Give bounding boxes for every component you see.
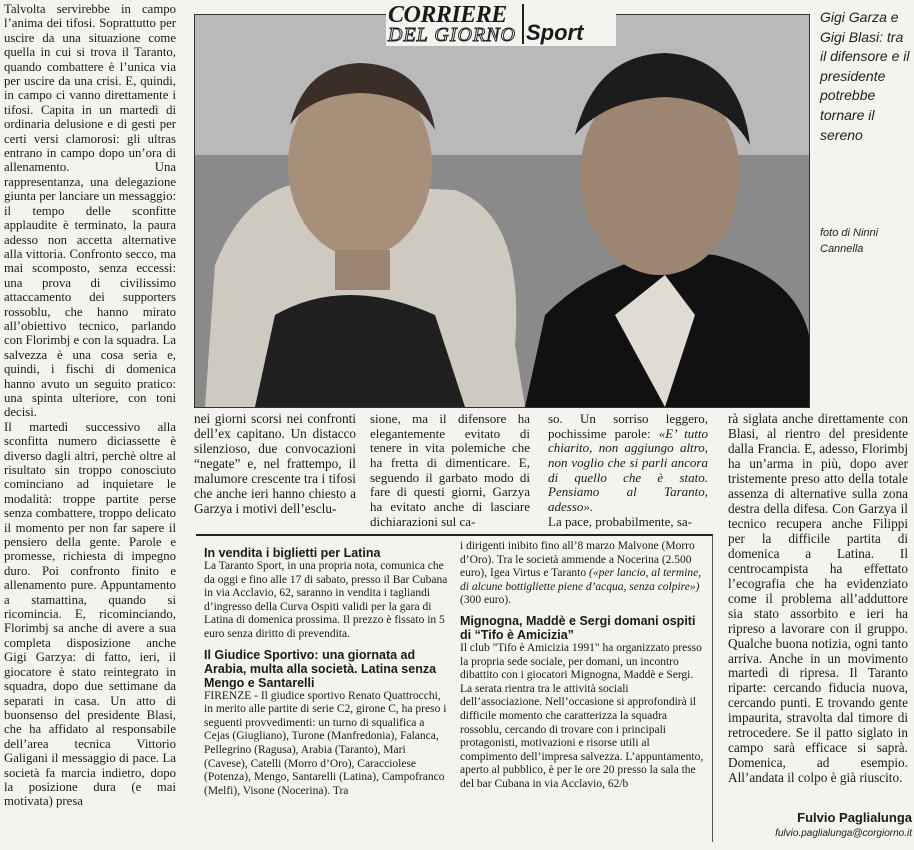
photo-illustration <box>195 15 809 407</box>
box-paragraph: Il club "Tifo è Amicizia 1991" ha organizzato presso la propria sede sociale, per domani, un incontro dibattito con i giocatori Mignogna, Maddè e Sergi. La serata rientra tra le attività sociali dell’associazione. Nell’occasione si approfondirà il difficile momento che caratterizza la squadra rossoblu, cercando di trovare con i principali protagonisti, motivazioni e risorse utili al compimento dell’impresa salvezza. L’appuntamento, aperto al pubblico, è per le ore 20 presso la sala the del bar Cubana in via Acclavio, 62/b <box>460 641 704 790</box>
box-text: i dirigenti inibito fino all’8 marzo Malvone (Morro d’Oro). Tra le società ammende a Nocerina (2.500 euro), Igea Virtus e Taranto <box>460 540 695 580</box>
article-paragraph: Talvolta servirebbe in campo l’anima dei tifosi. Soprattutto per uscire da una situazione come quella in cui si trova il Taranto, quando combattere è l’unica via per uscire da una crisi. E, quindi, in campo ci vanno direttamente i tifosi. Capita in un martedì di ordinaria delusione e di gesti per certi versi clamorosi: gli ultras entrano in campo dopo un’ora di allenamento. Una rappresentanza, una delegazione giunta per lanciare un messaggio: il tempo delle sconfitte applaudite è terminato, la paura adesso non accetta alternative alla vittoria. Confronto secco, ma mai scomposto, senza eccessi: una prova di civilissimo attaccamento dei supporters rossoblu, che hanno mirato all’obiettivo tecnico, parlando con Florimbj e con la squadra. La salvezza è una cosa seria e, quindi, i fischi di domenica hanno avuto un seguito pratico: una spinta ulteriore, con toni decisi. <box>4 2 176 420</box>
box-paragraph: La Taranto Sport, in una propria nota, comunica che da oggi e fino alle 17 di sabato, presso il Bar Cubana in via Acclavio, 62, saranno in vendita i tagliandi d’ingresso della Curva Ospiti validi per la gara di Latina di domenica prossima. Il prezzo è fissato in 5 euro senza diritto di prevendita. <box>204 560 448 640</box>
article-photo <box>194 14 810 408</box>
news-box <box>196 534 713 842</box>
photo-credit: foto di Ninni Cannella <box>820 227 879 255</box>
article-paragraph: rà siglata anche direttamente con Blasi, al rientro del presidente dalla Francia. E, adesso, Florimbj ha un’arma in più, dopo aver tristemente preso atto della totale assenza di alternative sulla zona destra della difesa. Con Garzya il tecnico recupera anche Filippi per la difficile partita di domenica a Latina. Il centrocampista ha effettato l’ecografia che ha evidenziato come il problema all’adduttore sia stato assorbito e ieri ha ripreso a lavorare con il gruppo. Qualche buona notizia, ogni tanto arriva. Anche in un movimento martedì di ripresa. Il Taranto riparte: cercando fiducia nuova, cercando punti. E trovando gente impaurita, stravolta dal timore di retrocedere. Se il patto siglato in campo sarà efficace si saprà. Domenica, ad esempio. All’andata il colpo è già riuscito. <box>728 411 908 786</box>
logo-del-giorno: DEL GIORNO <box>388 24 516 46</box>
photo-caption: Gigi Garza e Gigi Blasi: tra il difensore e il presidente potrebbe tornare il sereno <box>820 9 910 143</box>
news-box-right <box>460 540 706 792</box>
author-byline: Fulvio Paglialunga <box>797 810 912 825</box>
article-paragraph: nei giorni scorsi nei confronti dell’ex capitano. Un distacco silenzioso, due convocazioni “negate” e, nel frattempo, il malumore crescente tra i tifosi che anche ieri hanno chiesto a Garzya i motivi dell’esclu- <box>194 411 356 516</box>
box-headline: Mignogna, Maddè e Sergi domani ospiti di “Tifo è Amicizia” <box>460 613 696 642</box>
article-text: so. Un sorriso leggero, pochissime parole: <box>548 411 708 441</box>
quote-text: «E’ tutto chiarito, non aggiungo altro, non voglio che si parli ancora di quello che è stato. Pensiamo al Taranto, adesso». <box>548 425 708 515</box>
box-headline: Il Giudice Sportivo: una giornata ad Arabia, multa alla società. Latina senza Mengo e Santarelli <box>204 647 437 690</box>
article-paragraph: sione, ma il difensore ha elegantemente evitato di tenere in vita polemiche che ha fretta di dimenticare. E, seguendo il garbato modo di fare di questi giorni, Garzya ha evitato anche di lasciare dichiarazioni sul ca- <box>370 411 530 529</box>
article-column-5 <box>728 412 908 786</box>
box-paragraph: FIRENZE - Il giudice sportivo Renato Quattrocchi, in merito alle partite di serie C2, girone C, ha preso i seguenti provvedimenti: un turno di squalifica a Cejas (Giugliano), Turone (Manfredonia), Falanca, Pellegrino (Ragusa), Arabia (Taranto), Mari (Cavese), Catelli (Morro d’Oro), Caracciolese (Potenza), Mengo, Santarelli (Latina), Campofranco (Melfi), Visone (Nocerina). Tra <box>204 689 447 797</box>
box-paragraph <box>460 540 706 608</box>
article-paragraph <box>548 412 708 515</box>
author-email: fulvio.paglialunga@corgiorno.it <box>775 828 912 839</box>
article-column-4 <box>548 412 708 530</box>
box-quote: («per lancio, al termine, di alcune bottigliette piene d’acqua, senza colpire») <box>460 567 702 593</box>
article-column-2 <box>194 412 356 517</box>
logo-divider <box>522 4 524 44</box>
news-box-left <box>204 540 452 798</box>
article-paragraph: Il martedì successivo alla sconfitta numero diciassette è diverso dagli altri, perchè oltre al risultato sin troppo conosciuto cominciano ad inquietare le modalità: troppe partite perse senza combattere, troppo delicato il momento per non far sapere il pensiero della gente. Parole e promesse, richiesta di impegno duro. Poi confronto finito e allenamento pure. Appuntamento a stamattina, quando si ricomincia. E, ricominciando, Florimbj sa anche di avere a sua completa disposizione anche Gigi Garzya: di fatto, ieri, il giocatore è stato reintegrato in squadra, dopo due settimane da separati in casa. Un atto di buonsenso del presidente Blasi, che ha affidato al responsabile dell’area tecnica Vittorio Galigani il messaggio di pace. La società fa marcia indietro, dopo la posizione dura (e mai motivata) presa <box>4 419 176 809</box>
box-text: (300 euro). <box>460 594 512 607</box>
article-column-3 <box>370 412 530 530</box>
logo-corriere: CORRIERE <box>388 2 507 28</box>
article-left-column <box>4 2 176 809</box>
newspaper-logo <box>386 2 616 46</box>
logo-section: Sport <box>526 20 584 45</box>
box-headline: In vendita i biglietti per Latina <box>204 546 381 560</box>
article-paragraph: La pace, probabilmente, sa- <box>548 513 693 529</box>
